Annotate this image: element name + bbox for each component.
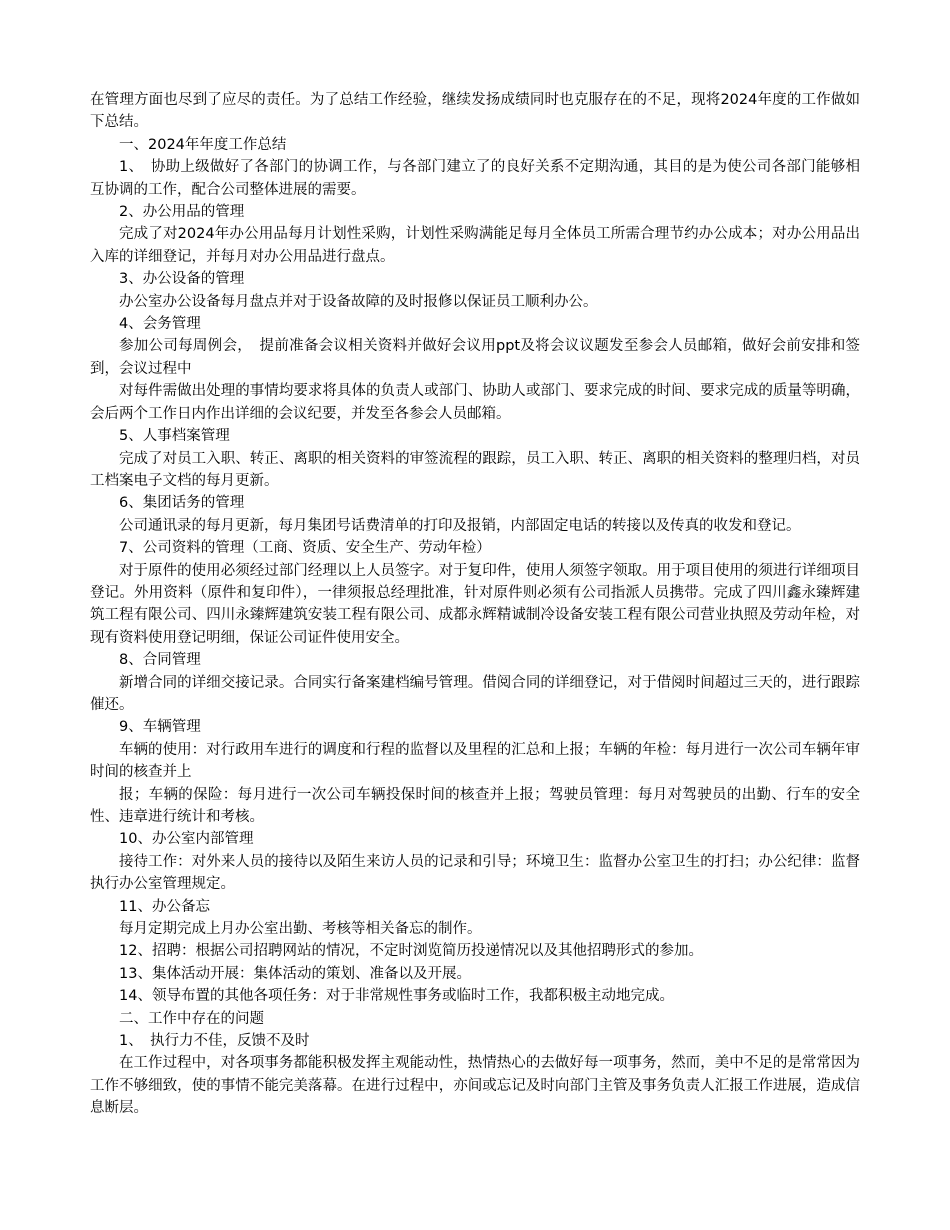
section-heading-problems: 二、工作中存在的问题 bbox=[119, 1010, 264, 1027]
subheading-execution: 1、 执行力不佳，反馈不及时 bbox=[119, 1033, 310, 1050]
paragraph-execution: 在工作过程中，对各项事务都能积极发挥主观能动性，热情热心的去做好每一项事务，然而，美中不足的是常常因为工作不够细致，使的事情不能完美落幕。在进行过程中，亦间或忘记及时向部门主管及事务负责人汇报工作进展，造成信息断层。 bbox=[90, 1055, 860, 1117]
subheading-office-internal: 10、办公室内部管理 bbox=[119, 831, 254, 848]
subheading-meetings: 4、会务管理 bbox=[119, 316, 201, 333]
subheading-telephony: 6、集团话务的管理 bbox=[119, 495, 245, 512]
subheading-office-supplies: 2、办公用品的管理 bbox=[119, 204, 245, 221]
paragraph-office-equipment: 办公室办公设备每月盘点并对于设备故障的及时报修以保证员工顺利办公。 bbox=[119, 293, 598, 310]
subheading-office-equipment: 3、办公设备的管理 bbox=[119, 271, 245, 288]
subheading-office-memo: 11、办公备忘 bbox=[119, 898, 210, 915]
paragraph-intro: 在管理方面也尽到了应尽的责任。为了总结工作经验，继续发扬成绩同时也克服存在的不足，现将2024年度的工作做如下总结。 bbox=[90, 92, 860, 131]
item-recruitment: 12、招聘：根据公司招聘网站的情况，不定时浏览简历投递情况以及其他招聘形式的参加。 bbox=[119, 943, 703, 960]
paragraph-office-memo: 每月定期完成上月办公室出勤、考核等相关备忘的制作。 bbox=[119, 921, 482, 938]
subheading-hr-archives: 5、人事档案管理 bbox=[119, 428, 230, 445]
subheading-company-docs: 7、公司资料的管理（工商、资质、安全生产、劳动年检） bbox=[119, 540, 491, 557]
paragraph-vehicles-1: 车辆的使用：对行政用车进行的调度和行程的监督以及里程的汇总和上报；车辆的年检：每月进行一次公司车辆年审时间的核查并上 bbox=[90, 741, 860, 781]
paragraph-office-internal: 接待工作：对外来人员的接待以及陌生来访人员的记录和引导；环境卫生：监督办公室卫生的打扫；办公纪律：监督执行办公室管理规定。 bbox=[90, 853, 860, 893]
subheading-contracts: 8、合同管理 bbox=[119, 652, 201, 669]
section-heading-summary: 一、2024年年度工作总结 bbox=[119, 136, 287, 153]
item-group-activities: 13、集体活动开展：集体活动的策划、准备以及开展。 bbox=[119, 965, 471, 982]
item-coordination: 1、 协助上级做好了各部门的协调工作，与各部门建立了的良好关系不定期沟通，其目的是为使公司各部门能够相互协调的工作，配合公司整体进展的需要。 bbox=[90, 159, 860, 198]
paragraph-office-supplies: 完成了对2024年办公用品每月计划性采购，计划性采购满能足每月全体员工所需合理节约办公成本；对办公用品出入库的详细登记，并每月对办公用品进行盘点。 bbox=[90, 226, 860, 265]
paragraph-meetings-2: 对每件需做出处理的事情均要求将具体的负责人或部门、协助人或部门、要求完成的时间、要求完成的质量等明确，会后两个工作日内作出详细的会议纪要，并发至各参会人员邮箱。 bbox=[90, 383, 860, 422]
paragraph-contracts: 新增合同的详细交接记录。合同实行备案建档编号管理。借阅合同的详细登记，对于借阅时间超过三天的，进行跟踪催还。 bbox=[90, 674, 860, 713]
paragraph-meetings-1: 参加公司每周例会， 提前准备会议相关资料并做好会议用ppt及将会议议题发至参会人员邮箱，做好会前安排和签到，会议过程中 bbox=[90, 338, 860, 377]
document-body bbox=[90, 89, 860, 1120]
subheading-vehicles: 9、车辆管理 bbox=[119, 719, 201, 736]
paragraph-vehicles-2: 报；车辆的保险：每月进行一次公司车辆投保时间的核查并上报；驾驶员管理：每月对驾驶员的出勤、行车的安全性、违章进行统计和考核。 bbox=[90, 786, 860, 825]
item-other-tasks: 14、领导布置的其他各项任务：对于非常规性事务或临时工作，我都积极主动地完成。 bbox=[119, 988, 674, 1005]
paragraph-hr-archives: 完成了对员工入职、转正、离职的相关资料的审签流程的跟踪，员工入职、转正、离职的相关资料的整理归档，对员工档案电子文档的每月更新。 bbox=[90, 450, 860, 489]
paragraph-telephony: 公司通讯录的每月更新，每月集团号话费清单的打印及报销，内部固定电话的转接以及传真的收发和登记。 bbox=[119, 517, 801, 534]
paragraph-company-docs: 对于原件的使用必须经过部门经理以上人员签字。对于复印件，使用人须签字领取。用于项目使用的须进行详细项目登记。外用资料（原件和复印件），一律须报总经理批准，针对原件则必须有公司指派人员携带。完成了四川鑫永臻辉建筑工程有限公司、四川永臻辉建筑安装工程有限公司、成都永辉精诚制冷设备安装工程有限公司营业执照及劳动年检，对现有资料使用登记明细，保证公司证件使用安全。 bbox=[90, 562, 860, 646]
